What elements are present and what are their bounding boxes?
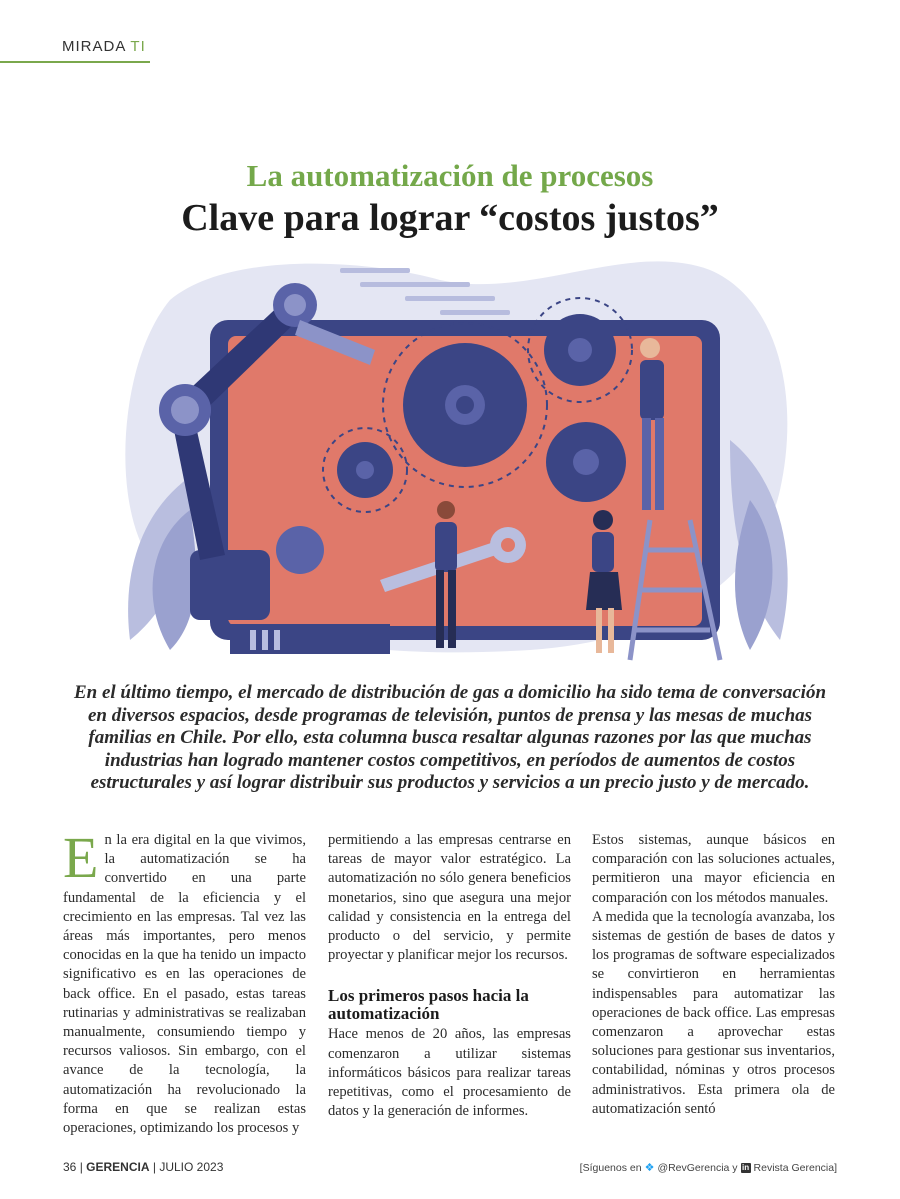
column-2-paragraph-2: Hace menos de 20 años, las empresas comenzaron a utilizar sistemas informáticos básicos para realizar tareas repetitivas, como el procesamiento de datos y la generación de informes. <box>328 1026 571 1120</box>
folio-separator-1: | <box>79 1160 83 1174</box>
column-1-paragraph <box>63 825 306 1138</box>
footer-folio <box>63 1160 223 1174</box>
issue-date: JULIO 2023 <box>159 1160 224 1174</box>
section-tag <box>62 38 146 55</box>
linkedin-name[interactable]: Revista Gerencia] <box>753 1161 837 1174</box>
magazine-name: GERENCIA <box>86 1160 150 1174</box>
gear-top-right <box>544 314 616 386</box>
column-1 <box>63 825 306 1138</box>
column-2-paragraph-1: permitiendo a las empresas centrarse en tareas de mayor valor estratégico. La automatización no sólo genera beneficios monetarios, sino que asegura una mejor calidad y consistencia en la entrega del producto o del servicio, y permite proyectar y planificar mejor los recursos. <box>328 832 571 964</box>
gear-right <box>546 422 626 502</box>
section-subhead: Los primeros pasos hacia la automatización <box>328 986 529 1024</box>
column-3-paragraph-1: Estos sistemas, aunque básicos en comparación con las soluciones actuales, permitieron una mayor eficiencia en comparación con los métodos manuales. <box>592 832 835 906</box>
follow-prefix: [Síguenos en <box>579 1161 642 1174</box>
footer-social <box>580 1161 837 1174</box>
automation-illustration <box>110 240 800 670</box>
article-headline: Clave para lograr “costos justos” <box>181 197 719 239</box>
column-3-paragraph-2: A medida que la tecnología avanzaba, los sistemas de gestión de bases de datos y los programas de software especializados se convirtieron en herramientas indispensables para automatizar las operaciones de back office. Las empresas comenzaron a aprovechar estas soluciones para gestionar sus inventarios, contabilidad, nóminas y otros procesos administrativos. Esta primera ola de automatización sentó <box>592 908 835 1117</box>
section-tag-main: MIRADA <box>62 38 131 55</box>
column-1-text: n la era digital en la que vivimos, la automatización se ha convertido en una parte fundamental de la eficiencia y el crecimiento en las empresas. Tal vez las áreas más importantes, pero menos conocidas en la que ha tenido un impacto significativo es en las operaciones de back office. En el pasado, estas tareas rutinarias y administrativas se realizaban manualmente, consumiendo tiempo y recursos valiosos. Sin embargo, con el avance de la tecnología, la automatización ha revolucionado la forma en que se realizan estas operaciones, optimizando los procesos y <box>63 832 306 1137</box>
twitter-handle[interactable]: @RevGerencia y <box>657 1161 738 1174</box>
twitter-icon: ❖ <box>644 1162 655 1174</box>
linkedin-icon: in <box>741 1162 750 1172</box>
gear-small-left <box>337 442 393 498</box>
drop-cap: E <box>63 825 99 890</box>
page-number: 36 <box>63 1160 77 1174</box>
article-kicker: La automatización de procesos <box>246 158 654 193</box>
column-3 <box>592 831 835 1119</box>
section-rule <box>0 61 150 63</box>
gear-large <box>403 343 527 467</box>
article-lead: En el último tiempo, el mercado de distribución de gas a domicilio ha sido tema de conversación en diversos espacios, desde programas de televisión, puntos de prensa y las mesas de muchas familias en Chile. Por ello, esta columna busca resaltar algunas razones por las que muchas industrias han logrado mantener costos competitivos, en períodos de aumentos de costos estructurales y así lograr distribuir sus productos y servicios a un precio justo y de mercado. <box>73 682 827 793</box>
section-tag-accent: TI <box>130 38 146 55</box>
column-2 <box>328 831 571 1121</box>
folio-separator-2: | <box>152 1160 156 1174</box>
